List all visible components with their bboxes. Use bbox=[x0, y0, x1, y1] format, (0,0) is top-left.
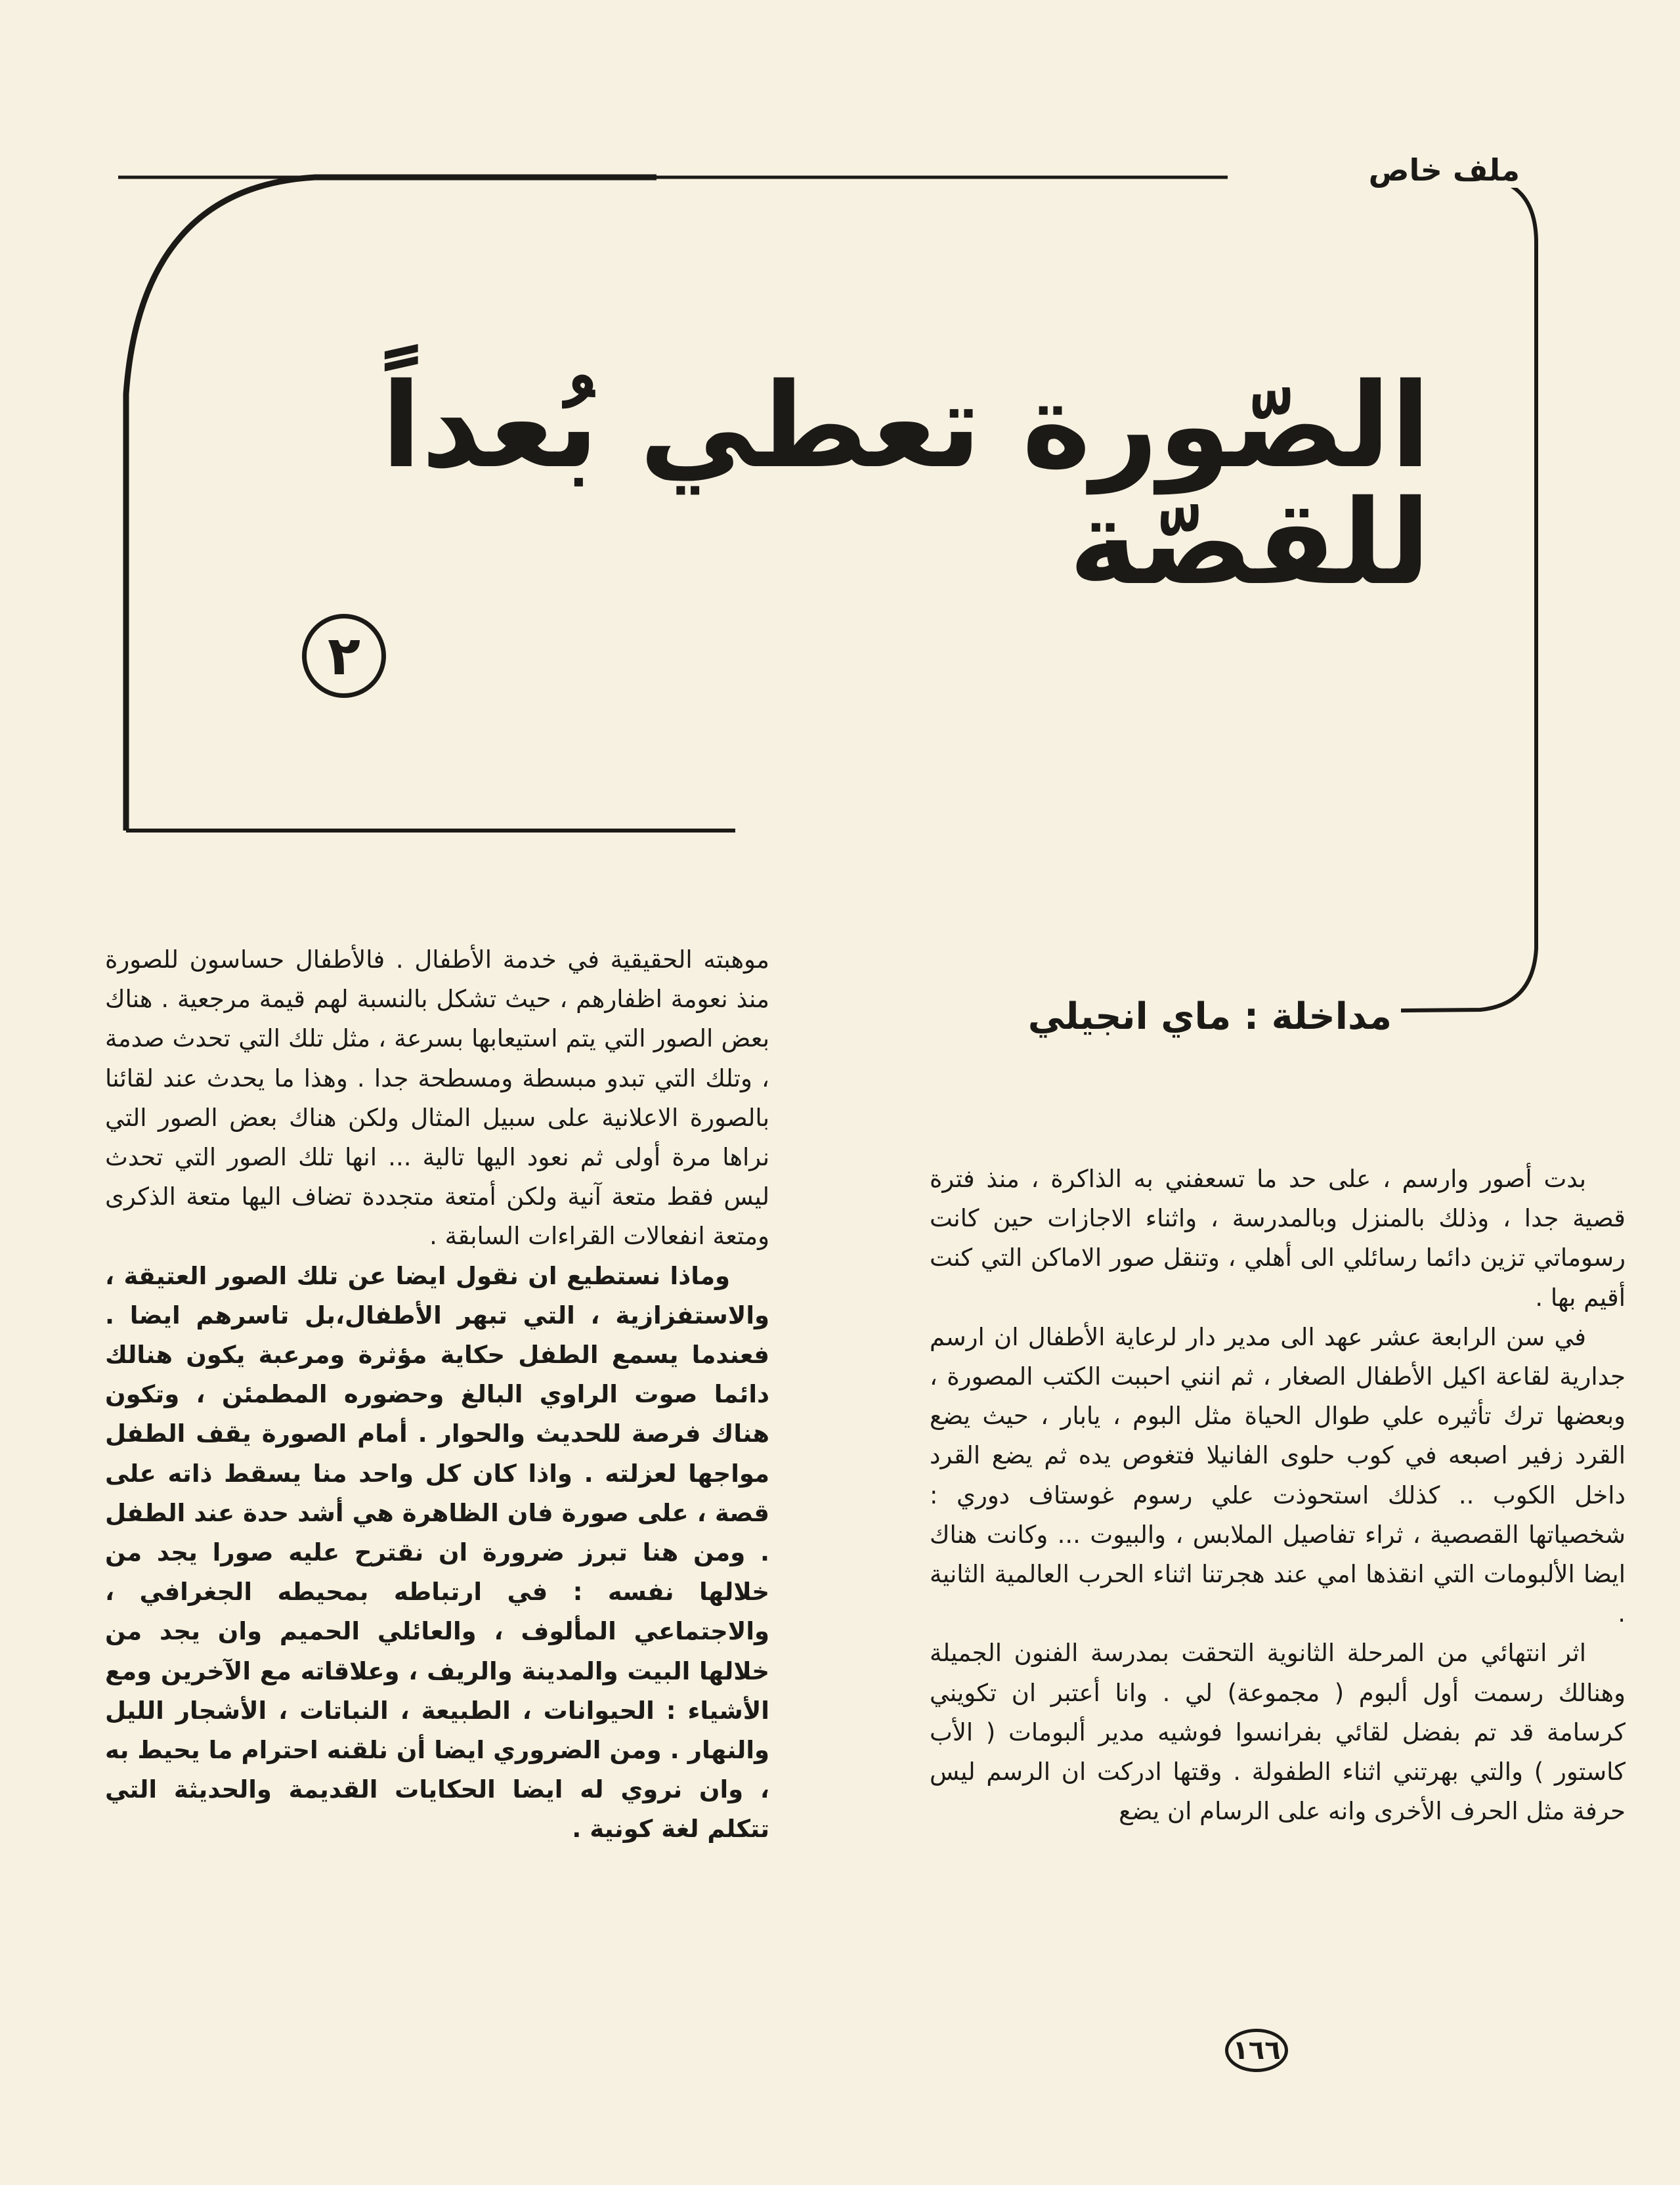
paragraph: في سن الرابعة عشر عهد الى مدير دار لرعاية الأطفال ان ارسم جدارية لقاعة اكيل الأطفال الصغار ، ثم انني احببت الكتب المصورة ، وبعضها ترك تأثيره علي طوال الحياة مثل البوم ، يابار ، حيث يضع القرد زفير اصبعه في كوب حلوى الفانيلا فتغوص يده ثم يضع القرد داخل الكوب .. كذلك استحوذت علي رسوم غوستاف دوري : شخصياتها القصصية ، ثراء تفاصيل الملابس ، والبيوت ... وكانت هناك ايضا الألبومات التي انقذها امي عند هجرتنا اثناء الحرب العالمية الثانية . bbox=[930, 1322, 1626, 1628]
section-label: ملف خاص bbox=[1354, 152, 1534, 188]
article-column-right bbox=[930, 1159, 1626, 1831]
paragraph: اثر انتهائي من المرحلة الثانوية التحقت بمدرسة الفنون الجميلة وهنالك رسمت أول ألبوم ( مجموعة) لي . وانا أعتبر ان تكويني كرسامة قد تم بفضل لقائي بفرانسوا فوشيه مدير ألبومات ( الأب كاستور ) والتي بهرتني اثناء الطفولة . وقتها ادركت ان الرسم ليس حرفة مثل الحرف الأخرى وانه على الرسام ان يضع bbox=[930, 1639, 1626, 1826]
part-number-badge: ٢ bbox=[302, 614, 386, 698]
bold-paragraph: وماذا نستطيع ان نقول ايضا عن تلك الصور العتيقة ، والاستفزازية ، التي تبهر الأطفال،بل تاسرهم ايضا . فعندما يسمع الطفل حكاية مؤثرة ومرعبة يكون هنالك دائما صوت الراوي البالغ وحضوره المطمئن ، وتكون هناك فرصة للحديث والحوار . أمام الصورة يقف الطفل مواجها لعزلته . واذا كان كل واحد منا يسقط ذاته على قصة ، على صورة فان الظاهرة هي أشد حدة عند الطفل . ومن هنا تبرز ضرورة ان نقترح عليه صورا يجد من خلالها نفسه : في ارتباطه بمحيطه الجغرافي ، والاجتماعي المألوف ، والعائلي الحميم وان يجد من خلالها البيت والمدينة والريف ، وعلاقاته مع الآخرين ومع الأشياء : الحيوانات ، الطبيعة ، النباتات ، الأشجار الليل والنهار . ومن الضروري ايضا أن نلقنه احترام ما يحيط به ، وان نروي له ايضا الحكايات القديمة والحديثة التي تتكلم لغة كونية . bbox=[105, 1261, 769, 1844]
paragraph: بدت أصور وارسم ، على حد ما تسعفني به الذاكرة ، منذ فترة قصية جدا ، وذلك بالمنزل وبالمدرسة ، واثناء الاجازات حين كانت رسوماتي تزين دائما رسائلي الى أهلي ، وتنقل صور الاماكن التي كنت أقيم بها . bbox=[930, 1165, 1626, 1312]
page-title: الصّورة تعطي بُعداً للقصّة bbox=[381, 358, 1431, 611]
article-column-left bbox=[105, 940, 769, 1850]
page-number: ١٦٦ bbox=[1225, 2029, 1288, 2072]
byline: مداخلة : ماي انجيلي bbox=[1019, 995, 1401, 1038]
paragraph: موهبته الحقيقية في خدمة الأطفال . فالأطفال حساسون للصورة منذ نعومة اظفارهم ، حيث تشكل بالنسبة لهم قيمة مرجعية . هناك بعض الصور التي يتم استيعابها بسرعة ، مثل تلك التي تحدث صدمة ، وتلك التي تبدو مبسطة ومسطحة جدا . وهذا ما يحدث عند لقائنا بالصورة الاعلانية على سبيل المثال ولكن هناك بعض الصور التي نراها مرة أولى ثم نعود اليها تالية ... انها تلك الصور التي تحدث ليس فقط متعة آنية ولكن أمتعة متجددة تضاف اليها متعة الذكرى ومتعة انفعالات القراءات السابقة . bbox=[105, 945, 769, 1251]
